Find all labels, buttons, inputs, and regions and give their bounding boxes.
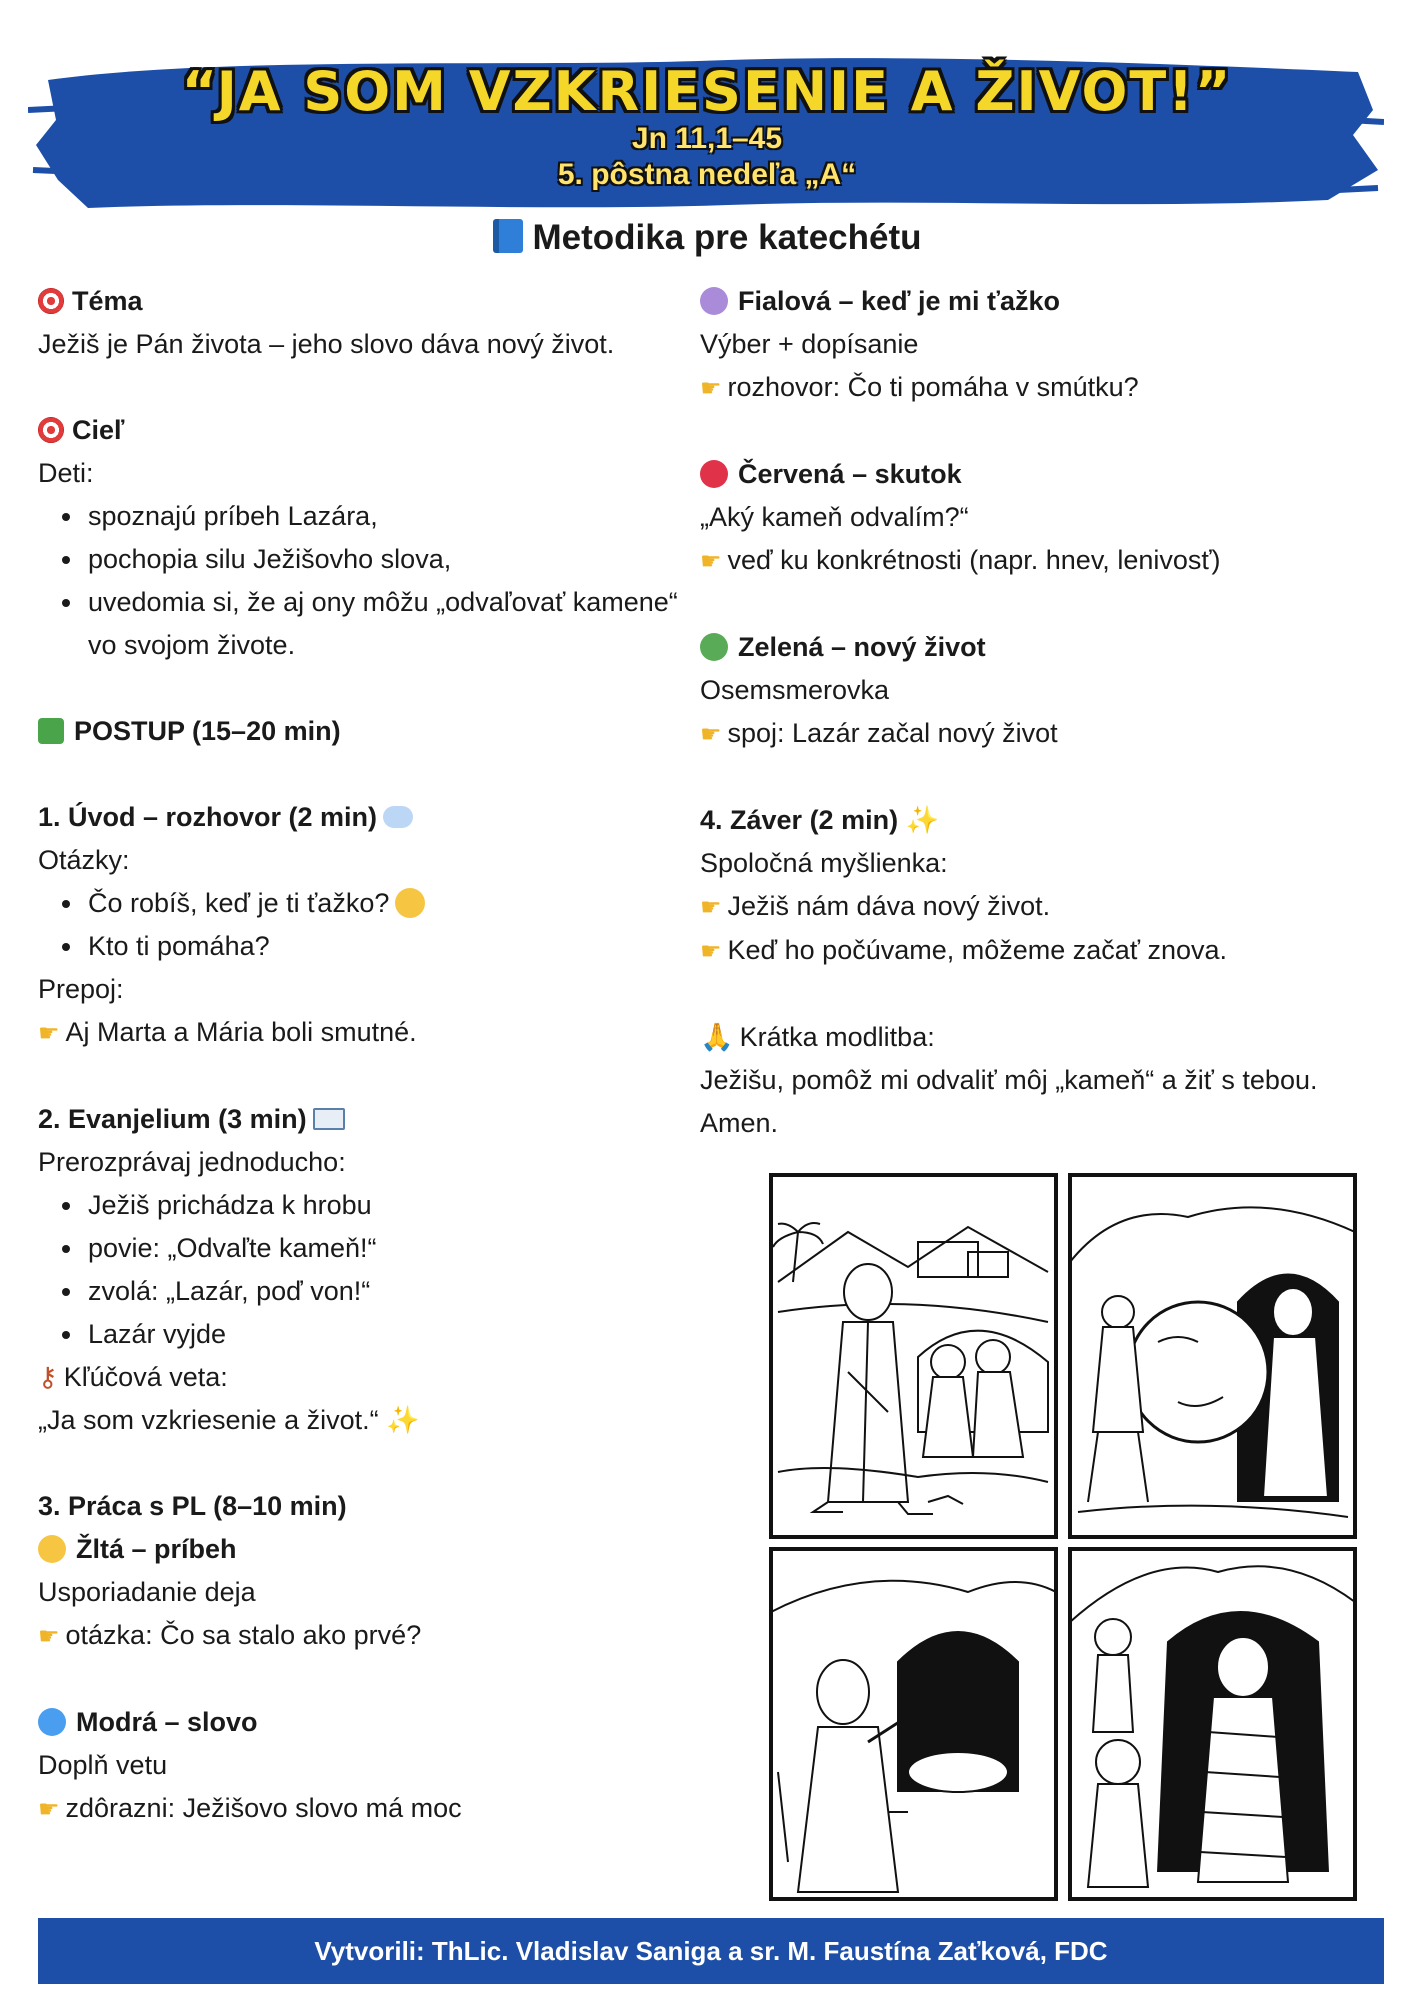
pointing-hand-icon: ☛	[700, 937, 722, 965]
cervena-heading: Červená – skutok	[700, 453, 1380, 496]
zlta-tip: ☛ otázka: Čo sa stalo ako prvé?	[38, 1614, 678, 1658]
zaver-heading: 4. Záver (2 min) ✨	[700, 805, 940, 836]
footer-credits: Vytvorili: ThLic. Vladislav Saniga a sr. M. Faustína Zaťková, FDC	[38, 1918, 1384, 1984]
target-icon	[38, 417, 64, 443]
scripture-reference: Jn 11,1–45	[631, 122, 783, 155]
zelena-heading: Zelená – nový život	[700, 626, 1380, 669]
panel-stone-rolled-away	[1070, 1175, 1355, 1537]
right-column	[700, 280, 1380, 1145]
list-item: uvedomia si, že aj ony môžu „odvaľovať kamene“ vo svojom živote.	[88, 581, 678, 667]
yellow-circle-icon	[38, 1535, 66, 1563]
zaver-tip: ☛ Ježiš nám dáva nový život.	[700, 885, 1380, 929]
uvod-heading: 1. Úvod – rozhovor (2 min)	[38, 796, 678, 839]
bridge-text: ☛ Aj Marta a Mária boli smutné.	[38, 1011, 678, 1055]
puzzle-icon	[38, 718, 64, 744]
questions-label: Otázky:	[38, 845, 130, 875]
zelena-text: Osemsmerovka	[700, 675, 890, 705]
left-column	[38, 280, 678, 1831]
zelena-tip: ☛ spoj: Lazár začal nový život	[700, 712, 1380, 756]
panel-jesus-calls	[771, 1549, 1056, 1899]
pointing-hand-icon: ☛	[38, 1795, 60, 1823]
key-label: ⚷ Kľúčová veta:	[38, 1356, 678, 1399]
modra-tip: ☛ zdôrazni: Ježišovo slovo má moc	[38, 1787, 678, 1831]
cervena-text: „Aký kameň odvalím?“	[700, 502, 969, 532]
coloring-illustration	[768, 1172, 1358, 1902]
praying-hands-icon: 🙏	[700, 1022, 734, 1053]
praca-heading: 3. Práca s PL (8–10 min)	[38, 1491, 347, 1521]
panel-jesus-arrives	[771, 1175, 1056, 1537]
list-item: povie: „Odvaľte kameň!“	[88, 1227, 678, 1270]
green-circle-icon	[700, 633, 728, 661]
pointing-hand-icon: ☛	[700, 893, 722, 921]
fialova-text: Výber + dopísanie	[700, 329, 919, 359]
list-item: pochopia silu Ježišovho slova,	[88, 538, 678, 581]
zaver-intro: Spoločná myšlienka:	[700, 848, 948, 878]
prayer-heading: 🙏 Krátka modlitba:	[700, 1016, 1380, 1059]
evanjelium-heading: 2. Evanjelium (3 min)	[38, 1098, 678, 1141]
pointing-hand-icon: ☛	[700, 374, 722, 402]
list-item: Ježiš prichádza k hrobu	[88, 1184, 678, 1227]
key-sentence: „Ja som vzkriesenie a život.“ ✨	[38, 1405, 420, 1436]
red-circle-icon	[700, 460, 728, 488]
modra-heading: Modrá – slovo	[38, 1701, 678, 1744]
zaver-tip: ☛ Keď ho počúvame, môžeme začať znova.	[700, 929, 1380, 973]
sparkles-icon: ✨	[905, 805, 940, 836]
prayer-text: Ježišu, pomôž mi odvaliť môj „kameň“ a žiť s tebou.	[700, 1065, 1318, 1095]
pointing-hand-icon: ☛	[38, 1019, 60, 1047]
zlta-text: Usporiadanie deja	[38, 1577, 256, 1607]
list-item: Kto ti pomáha?	[88, 925, 678, 968]
tema-heading: Téma	[38, 280, 678, 323]
lazarus-comic-panels	[768, 1172, 1358, 1902]
evanjelium-list	[38, 1184, 678, 1356]
speech-bubble-icon	[383, 806, 413, 828]
pointing-hand-icon: ☛	[700, 547, 722, 575]
blue-book-icon	[493, 219, 523, 253]
list-item: zvolá: „Lazár, poď von!“	[88, 1270, 678, 1313]
blue-circle-icon	[38, 1708, 66, 1736]
target-icon	[38, 288, 64, 314]
liturgical-sunday: 5. pôstna nedeľa „A“	[557, 158, 857, 191]
bridge-label: Prepoj:	[38, 974, 124, 1004]
pointing-hand-icon: ☛	[38, 1622, 60, 1650]
document-heading: Metodika pre katechétu	[0, 218, 1414, 258]
ciel-heading: Cieľ	[38, 409, 678, 452]
modra-text: Doplň vetu	[38, 1750, 168, 1780]
ciel-intro: Deti:	[38, 458, 94, 488]
tema-text: Ježiš je Pán života – jeho slovo dáva nový život.	[38, 329, 615, 359]
postup-heading: POSTUP (15–20 min)	[38, 710, 678, 753]
pointing-hand-icon: ☛	[700, 720, 722, 748]
cervena-tip: ☛ veď ku konkrétnosti (napr. hnev, lenivosť)	[700, 539, 1380, 583]
ciel-list	[38, 495, 678, 667]
prayer-amen: Amen.	[700, 1108, 779, 1138]
purple-circle-icon	[700, 287, 728, 315]
open-book-icon	[313, 1108, 345, 1130]
key-icon: ⚷	[38, 1362, 58, 1393]
evanjelium-intro: Prerozprávaj jednoducho:	[38, 1147, 346, 1177]
list-item: Lazár vyjde	[88, 1313, 678, 1356]
sad-face-icon	[395, 888, 425, 918]
list-item: Čo robíš, keď je ti ťažko?	[88, 882, 678, 925]
panel-lazarus-comes-out	[1070, 1549, 1355, 1899]
fialova-heading: Fialová – keď je mi ťažko	[700, 280, 1380, 323]
list-item: spoznajú príbeh Lazára,	[88, 495, 678, 538]
sparkles-icon: ✨	[386, 1405, 420, 1436]
fialova-tip: ☛ rozhovor: Čo ti pomáha v smútku?	[700, 366, 1380, 410]
main-title: “JA SOM VZKRIESENIE A ŽIVOT!”	[181, 60, 1233, 123]
questions-list	[38, 882, 678, 968]
zlta-heading: Žltá – príbeh	[38, 1528, 678, 1571]
